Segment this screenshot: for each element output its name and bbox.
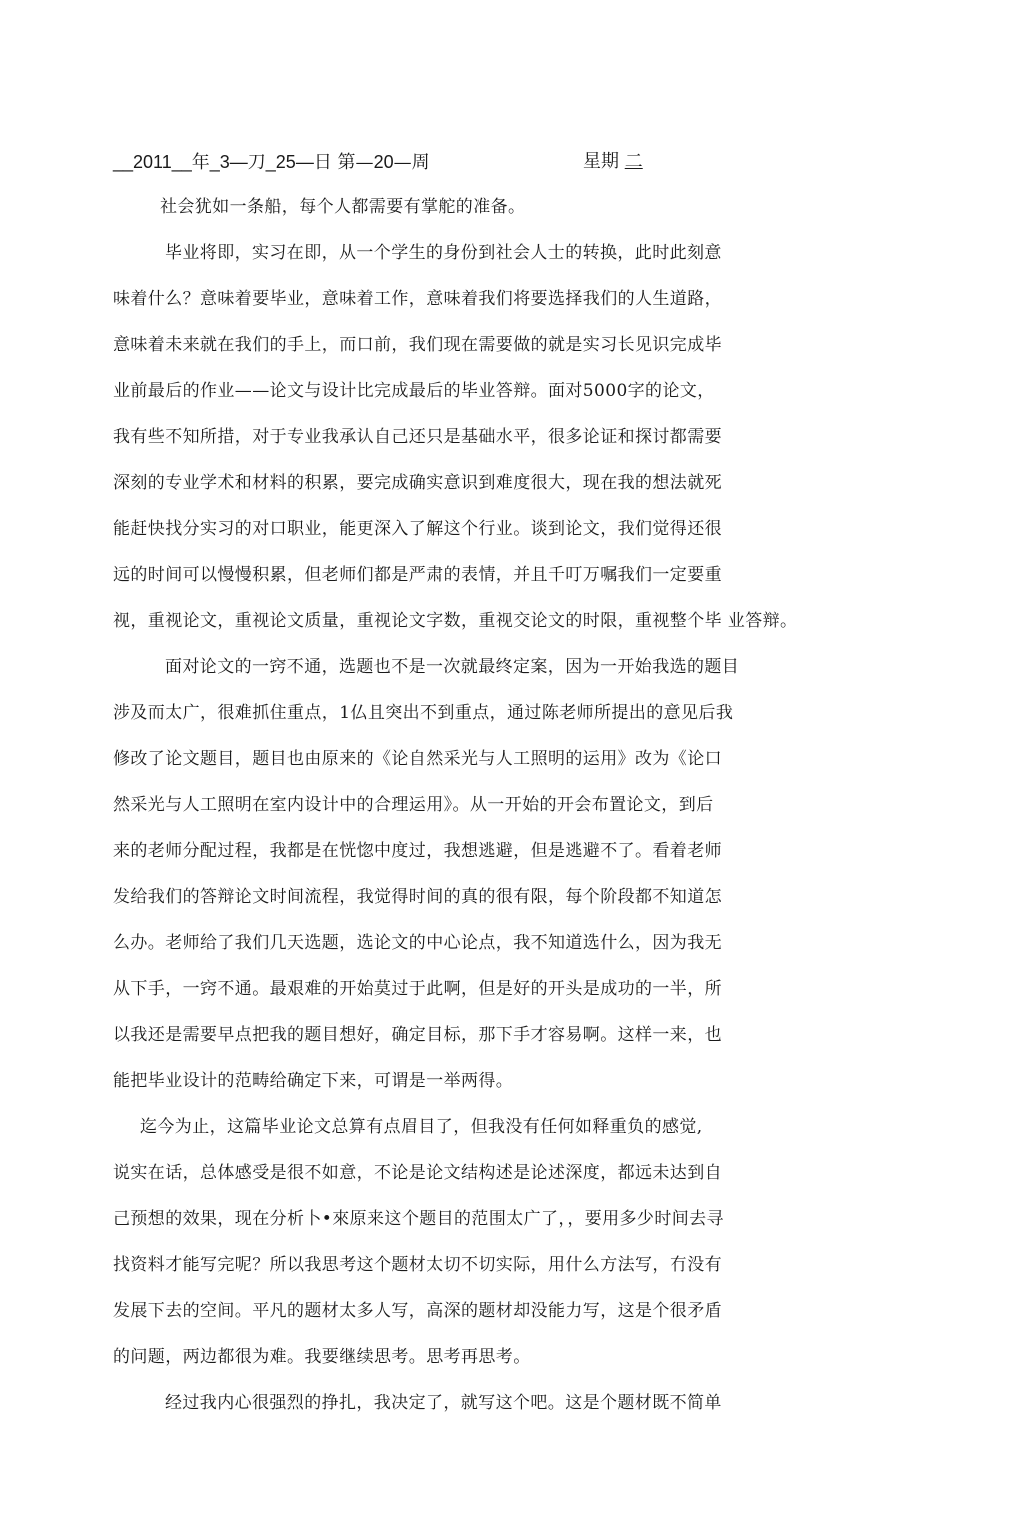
text-line: 社会犹如一条船，每个人都需要有掌舵的准备。 bbox=[160, 197, 526, 217]
text-line: 的问题，两边都很为难。我要继续思考。思考再思考。 bbox=[113, 1347, 531, 1367]
text-line: 涉及而太广，很难抓住重点，1仏且突出不到重点，通过陈老师所提出的意见后我 bbox=[113, 703, 734, 723]
date-year: __2011__ bbox=[113, 152, 192, 172]
text-line: 发给我们的答辩论文时间流程，我觉得时间的真的很有限，每个阶段都不知道怎 bbox=[113, 887, 722, 907]
text-line: 发展下去的空间。平凡的题材太多人写，高深的题材却没能力写，这是个很矛盾 bbox=[113, 1301, 722, 1321]
text-line: 味着什么？意味着要毕业，意味着工作，意味着我们将要选择我们的人生道路， bbox=[113, 289, 722, 309]
date-header bbox=[113, 150, 643, 175]
date-month: _3— bbox=[209, 152, 248, 172]
text-line: 己预想的效果，现在分析卜•來原来这个题目的范围太广了，，要用多少时间去寻 bbox=[113, 1209, 724, 1229]
text-line: 来的老师分配过程，我都是在恍惚中度过，我想逃避，但是逃避不了。看着老师 bbox=[113, 841, 722, 861]
weekday bbox=[583, 150, 643, 174]
text-line: 面对论文的一窍不通，选题也不是一次就最终定案，因为一开始我选的题目 bbox=[165, 657, 740, 677]
text-line: 迄今为止，这篇毕业论文总算有点眉目了，但我没有任何如释重负的感觉, bbox=[140, 1117, 703, 1137]
text-line: 能把毕业设计的范畴给确定下来，可谓是一举两得。 bbox=[113, 1071, 514, 1091]
text-line: 找资料才能写完呢？所以我思考这个题材太切不切实际，用什么方法写，冇没有 bbox=[113, 1255, 722, 1275]
text-line: 远的时间可以慢慢积累，但老师们都是严肃的表情，并且千叮万嘱我们一定要重 bbox=[113, 565, 722, 585]
text-line: 意味着未来就在我们的手上，而口前，我们现在需要做的就是实习长见识完成毕 bbox=[113, 335, 722, 355]
date-week-unit: —周 bbox=[393, 152, 430, 173]
text-line: 深刻的专业学术和材料的积累，要完成确实意识到难度很大，现在我的想法就死 bbox=[113, 473, 722, 493]
text-line: 视，重视论文，重视论文质量，重视论文字数，重视交论文的时限，重视整个毕 业答辩。 bbox=[113, 611, 798, 631]
date-day: _25— bbox=[265, 152, 314, 172]
weekday-label: 星期 bbox=[583, 151, 619, 172]
text-line: 么办。老师给了我们几天选题，选论文的中心论点，我不知道选什么，因为我无 bbox=[113, 933, 722, 953]
text-line: 毕业将即，实习在即，从一个学生的身份到社会人士的转换，此时此刻意 bbox=[165, 243, 722, 263]
text-line: 我有些不知所措，对于专业我承认自己还只是基础水平，很多论证和探讨都需要 bbox=[113, 427, 722, 447]
text-line: 能赶快找分实习的对口职业，能更深入了解这个行业。谈到论文，我们觉得还很 bbox=[113, 519, 722, 539]
text-line: 以我还是需要早点把我的题目想好，确定目标，那下手才容易啊。这样一来，也 bbox=[113, 1025, 722, 1045]
weekday-value: 二 bbox=[624, 151, 643, 172]
text-line: 修改了论文题目，题目也由原来的《论自然采光与人工照明的运用》改为《论口 bbox=[113, 749, 722, 769]
date-month-unit: 刀 bbox=[247, 152, 266, 173]
text-line: 然采光与人工照明在室内设计中的合理运用》。从一开始的开会布置论文，到后 bbox=[113, 795, 714, 815]
text-line: 业前最后的作业——论文与设计比完成最后的毕业答辩。面对5000字的论文， bbox=[113, 381, 715, 401]
date-day-unit: 日 第— bbox=[313, 152, 374, 173]
date-week: 20 bbox=[373, 152, 394, 172]
text-line: 从下手，一窍不通。最艰难的开始莫过于此啊，但是好的开头是成功的一半，所 bbox=[113, 979, 722, 999]
date-year-unit: 年 bbox=[191, 152, 210, 173]
text-line: 说实在话，总体感受是很不如意，不论是论文结构述是论述深度，都远未达到自 bbox=[113, 1163, 722, 1183]
text-line: 经过我内心很强烈的挣扎，我决定了，就写这个吧。这是个题材既不简单 bbox=[165, 1393, 722, 1413]
